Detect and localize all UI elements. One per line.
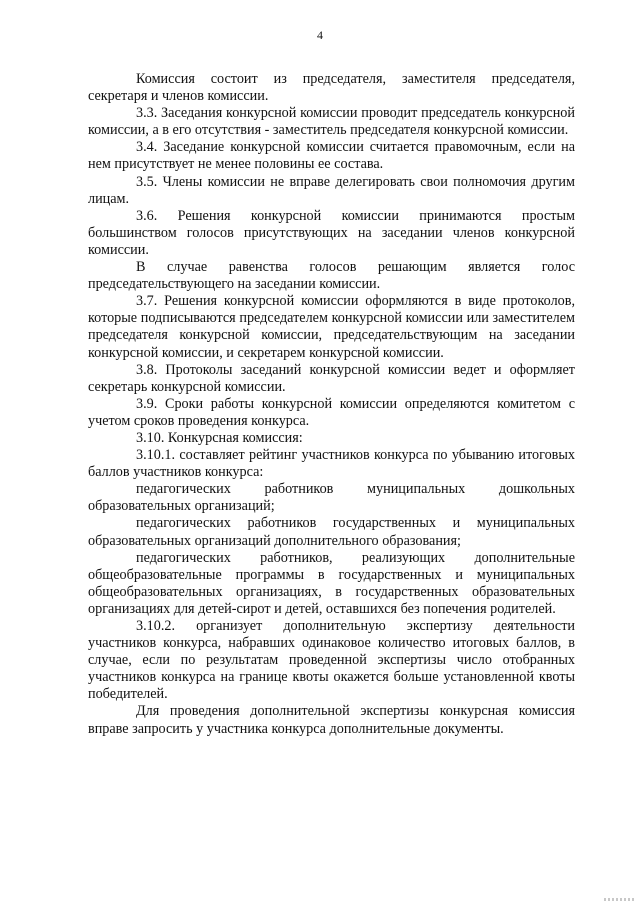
paragraph-3-4: 3.4. Заседание конкурсной комиссии считается правомочным, если на нем присутствует не менее половины ее состава. — [88, 139, 575, 173]
document-body — [88, 71, 575, 738]
paragraph-3-6: 3.6. Решения конкурсной комиссии принимаются простым большинством голосов присутствующих на заседании членов конкурсной комиссии. — [88, 207, 575, 258]
paragraph-3-7: 3.7. Решения конкурсной комиссии оформляются в виде протоколов, которые подписываются председателем конкурсной комиссии или заместителем председателя конкурсной комиссии, председательствующим на заседании конкурсной комиссии, и секретарем конкурсной комиссии. — [88, 293, 575, 361]
list-item-additional-education: педагогических работников государственных и муниципальных образовательных организаций дополнительного образования; — [88, 515, 575, 549]
page-number: 4 — [317, 28, 323, 42]
paragraph-3-8: 3.8. Протоколы заседаний конкурсной комиссии ведет и оформляет секретарь конкурсной комиссии. — [88, 361, 575, 395]
paragraph-3-10-1: 3.10.1. составляет рейтинг участников конкурса по убыванию итоговых баллов участников конкурса: — [88, 447, 575, 481]
paragraph-3-10-2: 3.10.2. организует дополнительную экспертизу деятельности участников конкурса, набравших одинаковое количество итоговых баллов, в случае, если по результатам проведенной экспертизы число отобранных участников конкурса на границе квоты окажется больше установленной квоты победителей. — [88, 618, 575, 703]
scan-artifact — [604, 898, 634, 901]
list-item-general-education: педагогических работников, реализующих дополнительные общеобразовательные программы в государственных и муниципальных общеобразовательных организациях, в государственных образовательных организациях для детей-сирот и детей, оставшихся без попечения родителей. — [88, 549, 575, 617]
paragraph-commission-composition: Комиссия состоит из председателя, заместителя председателя, секретаря и членов комиссии. — [88, 71, 575, 105]
paragraph-3-10: 3.10. Конкурсная комиссия: — [136, 429, 303, 446]
list-item-preschool: педагогических работников муниципальных дошкольных образовательных организаций; — [88, 481, 575, 515]
paragraph-3-3: 3.3. Заседания конкурсной комиссии проводит председатель конкурсной комиссии, а в его отсутствия - заместитель председателя конкурсной комиссии. — [88, 105, 575, 139]
paragraph-additional-documents: Для проведения дополнительной экспертизы конкурсная комиссия вправе запросить у участника конкурса дополнительные документы. — [88, 703, 575, 737]
paragraph-3-9: 3.9. Сроки работы конкурсной комиссии определяются комитетом с учетом сроков проведения конкурса. — [88, 395, 575, 429]
paragraph-tie-vote: В случае равенства голосов решающим является голос председательствующего на заседании комиссии. — [88, 259, 575, 293]
paragraph-3-5: 3.5. Члены комиссии не вправе делегировать свои полномочия другим лицам. — [88, 173, 575, 207]
